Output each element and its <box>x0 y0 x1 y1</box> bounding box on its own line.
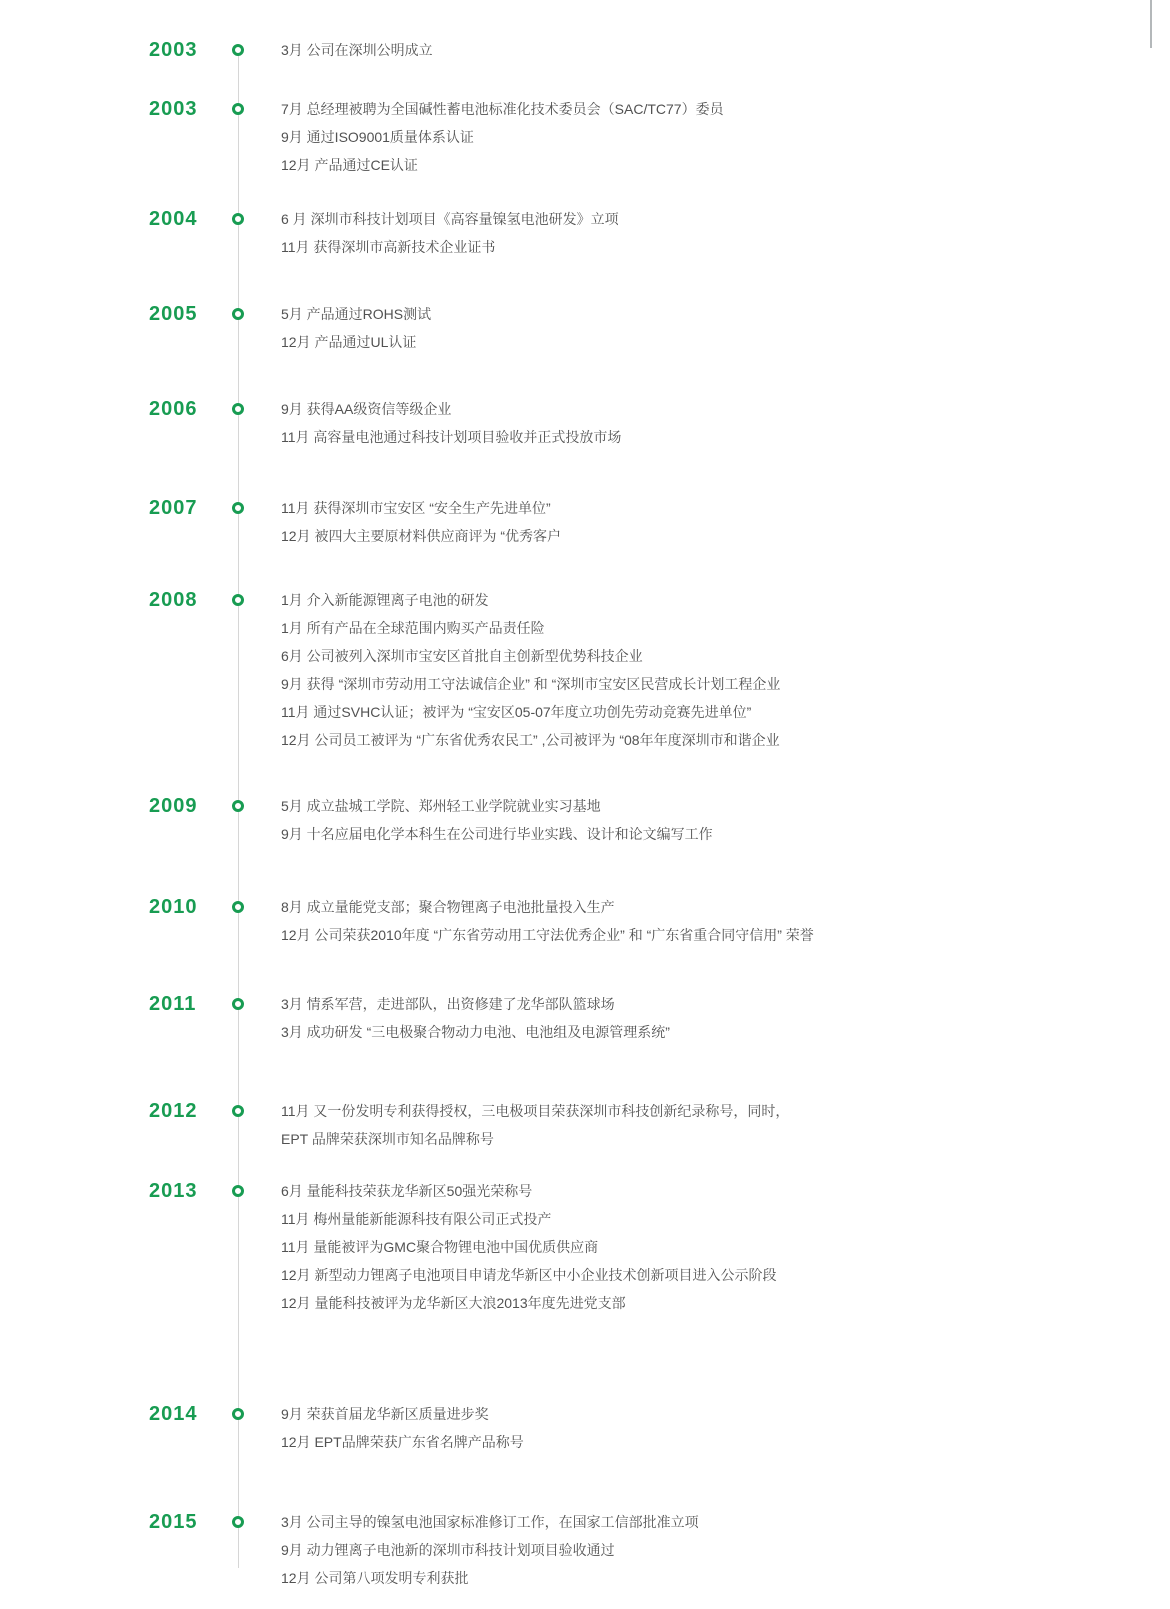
timeline-entry: 6 月 深圳市科技计划项目《高容量镍氢电池研发》立项 <box>281 211 619 227</box>
timeline-entry: 11月 高容量电池通过科技计划项目验收并正式投放市场 <box>281 429 622 445</box>
timeline-entry: 9月 动力锂离子电池新的深圳市科技计划项目验收通过 <box>281 1542 615 1558</box>
timeline-entries <box>281 494 1170 550</box>
timeline-entry: 6月 量能科技荣获龙华新区50强光荣称号 <box>281 1183 533 1199</box>
timeline-entries <box>281 1400 1170 1456</box>
timeline-entries <box>281 300 1170 356</box>
timeline-entries <box>281 893 1170 949</box>
timeline-group <box>0 990 1170 1046</box>
timeline-entry: 1月 所有产品在全球范围内购买产品责任险 <box>281 620 545 636</box>
timeline-entry: 12月 EPT品牌荣获广东省名牌产品称号 <box>281 1434 524 1450</box>
timeline-entry: 12月 公司荣获2010年度 “广东省劳动用工守法优秀企业” 和 “广东省重合同守信用” 荣誉 <box>281 927 814 943</box>
timeline-entry: 3月 公司主导的镍氢电池国家标准修订工作，在国家工信部批准立项 <box>281 1514 699 1530</box>
timeline-year: 2011 <box>149 993 197 1015</box>
timeline-entries <box>281 1177 1170 1317</box>
timeline-entry: 5月 成立盐城工学院、郑州轻工业学院就业实习基地 <box>281 798 601 814</box>
timeline-year: 2012 <box>149 1100 198 1122</box>
timeline-dot-icon <box>232 103 244 115</box>
timeline-dot-icon <box>232 213 244 225</box>
timeline-group <box>0 36 1170 64</box>
timeline-entry: 9月 十名应届电化学本科生在公司进行毕业实践、设计和论文编写工作 <box>281 826 713 842</box>
timeline-entries <box>281 792 1170 848</box>
timeline-entry: 12月 公司第八项发明专利获批 <box>281 1570 469 1586</box>
timeline-group <box>0 792 1170 848</box>
timeline-entry: 12月 新型动力锂离子电池项目申请龙华新区中小企业技术创新项目进入公示阶段 <box>281 1267 777 1283</box>
timeline-entry: 5月 产品通过ROHS测试 <box>281 306 432 322</box>
timeline-dot-icon <box>232 308 244 320</box>
timeline-entry: 9月 获得 “深圳市劳动用工守法诚信企业” 和 “深圳市宝安区民营成长计划工程企业 <box>281 676 781 692</box>
timeline-entry: 8月 成立量能党支部；聚合物锂离子电池批量投入生产 <box>281 899 615 915</box>
timeline-dot-icon <box>232 502 244 514</box>
timeline-year: 2015 <box>149 1511 198 1533</box>
timeline-dot-icon <box>232 998 244 1010</box>
timeline-year: 2008 <box>149 589 198 611</box>
timeline-year: 2004 <box>149 208 198 230</box>
timeline-dot-icon <box>232 594 244 606</box>
timeline-entry: 12月 公司员工被评为 “广东省优秀农民工” ,公司被评为 “08年年度深圳市和谐企业 <box>281 732 780 748</box>
timeline-group <box>0 1177 1170 1317</box>
timeline-entry: 7月 总经理被聘为全国碱性蓄电池标准化技术委员会（SAC/TC77）委员 <box>281 101 724 117</box>
timeline-group <box>0 300 1170 356</box>
timeline-year: 2003 <box>149 39 198 61</box>
timeline-group <box>0 1097 1170 1153</box>
timeline-entries <box>281 1097 1170 1153</box>
timeline-entries <box>281 36 1170 64</box>
timeline-dot-icon <box>232 403 244 415</box>
timeline-group <box>0 95 1170 179</box>
timeline-group <box>0 1400 1170 1456</box>
timeline-year: 2010 <box>149 896 198 918</box>
timeline-entry: 1月 介入新能源锂离子电池的研发 <box>281 592 489 608</box>
timeline-year: 2013 <box>149 1180 198 1202</box>
timeline-entry: 11月 又一份发明专利获得授权，三电极项目荣获深圳市科技创新纪录称号，同时， <box>281 1103 790 1119</box>
timeline-dot-icon <box>232 1516 244 1528</box>
timeline-entries <box>281 586 1170 754</box>
timeline-group <box>0 395 1170 451</box>
timeline-entry: 6月 公司被列入深圳市宝安区首批自主创新型优势科技企业 <box>281 648 643 664</box>
timeline-entry: 3月 情系军营，走进部队，出资修建了龙华部队篮球场 <box>281 996 615 1012</box>
timeline-group <box>0 1508 1170 1592</box>
timeline-entry: 11月 量能被评为GMC聚合物锂电池中国优质供应商 <box>281 1239 599 1255</box>
timeline-year: 2005 <box>149 303 198 325</box>
timeline-entry: EPT 品牌荣获深圳市知名品牌称号 <box>281 1131 494 1147</box>
timeline-entry: 11月 梅州量能新能源科技有限公司正式投产 <box>281 1211 552 1227</box>
timeline-entry: 3月 成功研发 “三电极聚合物动力电池、电池组及电源管理系统” <box>281 1024 670 1040</box>
timeline-year: 2006 <box>149 398 198 420</box>
timeline-year: 2014 <box>149 1403 198 1425</box>
timeline-group <box>0 205 1170 261</box>
timeline-entry: 12月 被四大主要原材料供应商评为 “优秀客户 <box>281 528 562 544</box>
timeline-entries <box>281 990 1170 1046</box>
timeline-dot-icon <box>232 1408 244 1420</box>
timeline-entry: 9月 获得AA级资信等级企业 <box>281 401 452 417</box>
timeline-year: 2003 <box>149 98 198 120</box>
timeline-entry: 11月 通过SVHC认证；被评为 “宝安区05-07年度立功创先劳动竞赛先进单位” <box>281 704 752 720</box>
timeline-entry: 12月 量能科技被评为龙华新区大浪2013年度先进党支部 <box>281 1295 626 1311</box>
timeline-year: 2009 <box>149 795 198 817</box>
timeline-year: 2007 <box>149 497 198 519</box>
timeline-entries <box>281 1508 1170 1592</box>
timeline-dot-icon <box>232 44 244 56</box>
timeline-group <box>0 586 1170 754</box>
timeline-entry: 11月 获得深圳市高新技术企业证书 <box>281 239 496 255</box>
timeline-entry: 9月 荣获首届龙华新区质量进步奖 <box>281 1406 489 1422</box>
timeline-entries <box>281 395 1170 451</box>
timeline-dot-icon <box>232 1185 244 1197</box>
timeline-group <box>0 494 1170 550</box>
timeline-entries <box>281 95 1170 179</box>
timeline-entries <box>281 205 1170 261</box>
timeline-dot-icon <box>232 800 244 812</box>
timeline-entry: 3月 公司在深圳公明成立 <box>281 42 433 58</box>
timeline-entry: 12月 产品通过UL认证 <box>281 334 417 350</box>
timeline-dot-icon <box>232 1105 244 1117</box>
timeline-entry: 12月 产品通过CE认证 <box>281 157 418 173</box>
timeline-group <box>0 893 1170 949</box>
timeline-dot-icon <box>232 901 244 913</box>
timeline <box>0 36 1170 1592</box>
timeline-entry: 9月 通过ISO9001质量体系认证 <box>281 129 474 145</box>
timeline-entry: 11月 获得深圳市宝安区 “安全生产先进单位” <box>281 500 551 516</box>
